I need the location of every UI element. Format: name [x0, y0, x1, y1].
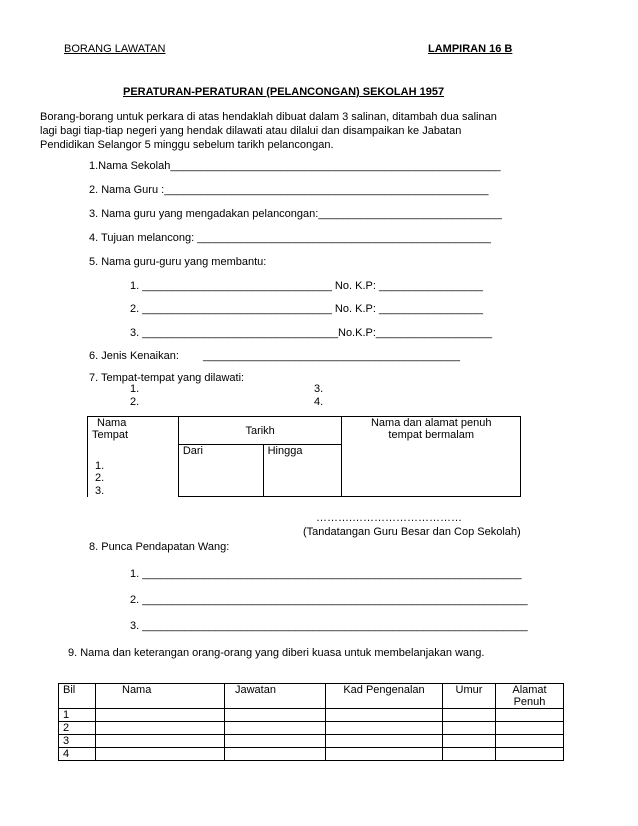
table-row [59, 722, 564, 735]
authorized-heading: 9. Nama dan keterangan orang-orang yang diberi kuasa untuk membelanjakan wang. [68, 647, 485, 659]
cell-nama[interactable] [96, 748, 225, 761]
signature-caption: (Tandatangan Guru Besar dan Cop Sekolah) [303, 526, 521, 538]
cell-alamat[interactable] [496, 722, 564, 735]
cell-umur[interactable] [443, 748, 496, 761]
cell-nama[interactable] [96, 735, 225, 748]
cell-jawatan[interactable] [225, 748, 326, 761]
nama-tempat-header: Nama Tempat [88, 417, 179, 497]
table-row [59, 748, 564, 761]
cell-kp[interactable] [326, 748, 443, 761]
school-name-field[interactable]: 1.Nama Sekolah______________________________________________________ [89, 160, 501, 172]
form-title: BORANG LAWATAN [64, 43, 166, 55]
table-row-number: 2. [95, 472, 105, 484]
table-row [59, 709, 564, 722]
place-item: 3. [314, 383, 324, 395]
place-item: 4. [314, 396, 324, 408]
col-alamat: Alamat Penuh [496, 684, 564, 709]
table-row [59, 735, 564, 748]
col-umur: Umur [443, 684, 496, 709]
intro-line: Borang-borang untuk perkara di atas hendaklah dibuat dalam 3 salinan, ditambah dua salinan [40, 111, 497, 123]
authorized-table [58, 683, 564, 761]
cell-alamat[interactable] [496, 748, 564, 761]
places-table [87, 416, 521, 497]
row-number: 3 [59, 735, 96, 748]
cell-kp[interactable] [326, 709, 443, 722]
income-heading: 8. Punca Pendapatan Wang: [89, 541, 230, 553]
organizer-field[interactable]: 3. Nama guru yang mengadakan pelancongan:______________________________ [89, 208, 502, 220]
col-bil: Bil [59, 684, 96, 709]
helper-line[interactable]: 3. ________________________________No.K.P:___________________ [130, 327, 493, 339]
income-line[interactable]: 3. _______________________________________________________________ [130, 620, 528, 632]
table-row-number: 1. [95, 460, 105, 472]
vehicle-label: 6. Jenis Kenaikan: [89, 350, 179, 362]
helper-line[interactable]: 2. _______________________________ No. K.P: _________________ [130, 303, 483, 315]
place-item: 2. [130, 396, 140, 408]
helpers-heading: 5. Nama guru-guru yang membantu: [89, 256, 267, 268]
cell-umur[interactable] [443, 722, 496, 735]
cell-umur[interactable] [443, 709, 496, 722]
regulation-title: PERATURAN-PERATURAN (PELANCONGAN) SEKOLAH 1957 [123, 86, 445, 98]
tarikh-header: Tarikh [178, 417, 342, 445]
cell-jawatan[interactable] [225, 735, 326, 748]
cell-nama[interactable] [96, 722, 225, 735]
vehicle-field[interactable]: __________________________________________ [203, 350, 460, 362]
cell-nama[interactable] [96, 709, 225, 722]
signature-line[interactable]: ……….………………………… [316, 512, 463, 524]
place-item: 1. [130, 383, 140, 395]
intro-line: lagi bagi tiap-tiap negeri yang hendak dilawati atau dilalui dan disampaikan ke Jabatan [40, 125, 462, 137]
alamat-header: Nama dan alamat penuh tempat bermalam [342, 417, 521, 497]
cell-alamat[interactable] [496, 735, 564, 748]
hingga-header: Hingga [263, 445, 342, 497]
intro-line: Pendidikan Selangor 5 minggu sebelum tarikh pelancongan. [40, 139, 334, 151]
row-number: 4 [59, 748, 96, 761]
appendix-label: LAMPIRAN 16 B [428, 43, 513, 55]
income-line[interactable]: 2. _______________________________________________________________ [130, 594, 528, 606]
cell-jawatan[interactable] [225, 709, 326, 722]
col-jawatan: Jawatan [225, 684, 326, 709]
teacher-name-field[interactable]: 2. Nama Guru :_____________________________________________________ [89, 184, 489, 196]
col-kad-pengenalan: Kad Pengenalan [326, 684, 443, 709]
income-line[interactable]: 1. ______________________________________________________________ [130, 568, 522, 580]
cell-kp[interactable] [326, 735, 443, 748]
helper-line[interactable]: 1. _______________________________ No. K.P: _________________ [130, 280, 483, 292]
col-nama: Nama [96, 684, 225, 709]
row-number: 2 [59, 722, 96, 735]
row-number: 1 [59, 709, 96, 722]
cell-kp[interactable] [326, 722, 443, 735]
dari-header: Dari [178, 445, 263, 497]
cell-umur[interactable] [443, 735, 496, 748]
places-heading: 7. Tempat-tempat yang dilawati: [89, 372, 245, 384]
purpose-field[interactable]: 4. Tujuan melancong: ________________________________________________ [89, 232, 491, 244]
cell-jawatan[interactable] [225, 722, 326, 735]
table-row-number: 3. [95, 485, 105, 497]
cell-alamat[interactable] [496, 709, 564, 722]
